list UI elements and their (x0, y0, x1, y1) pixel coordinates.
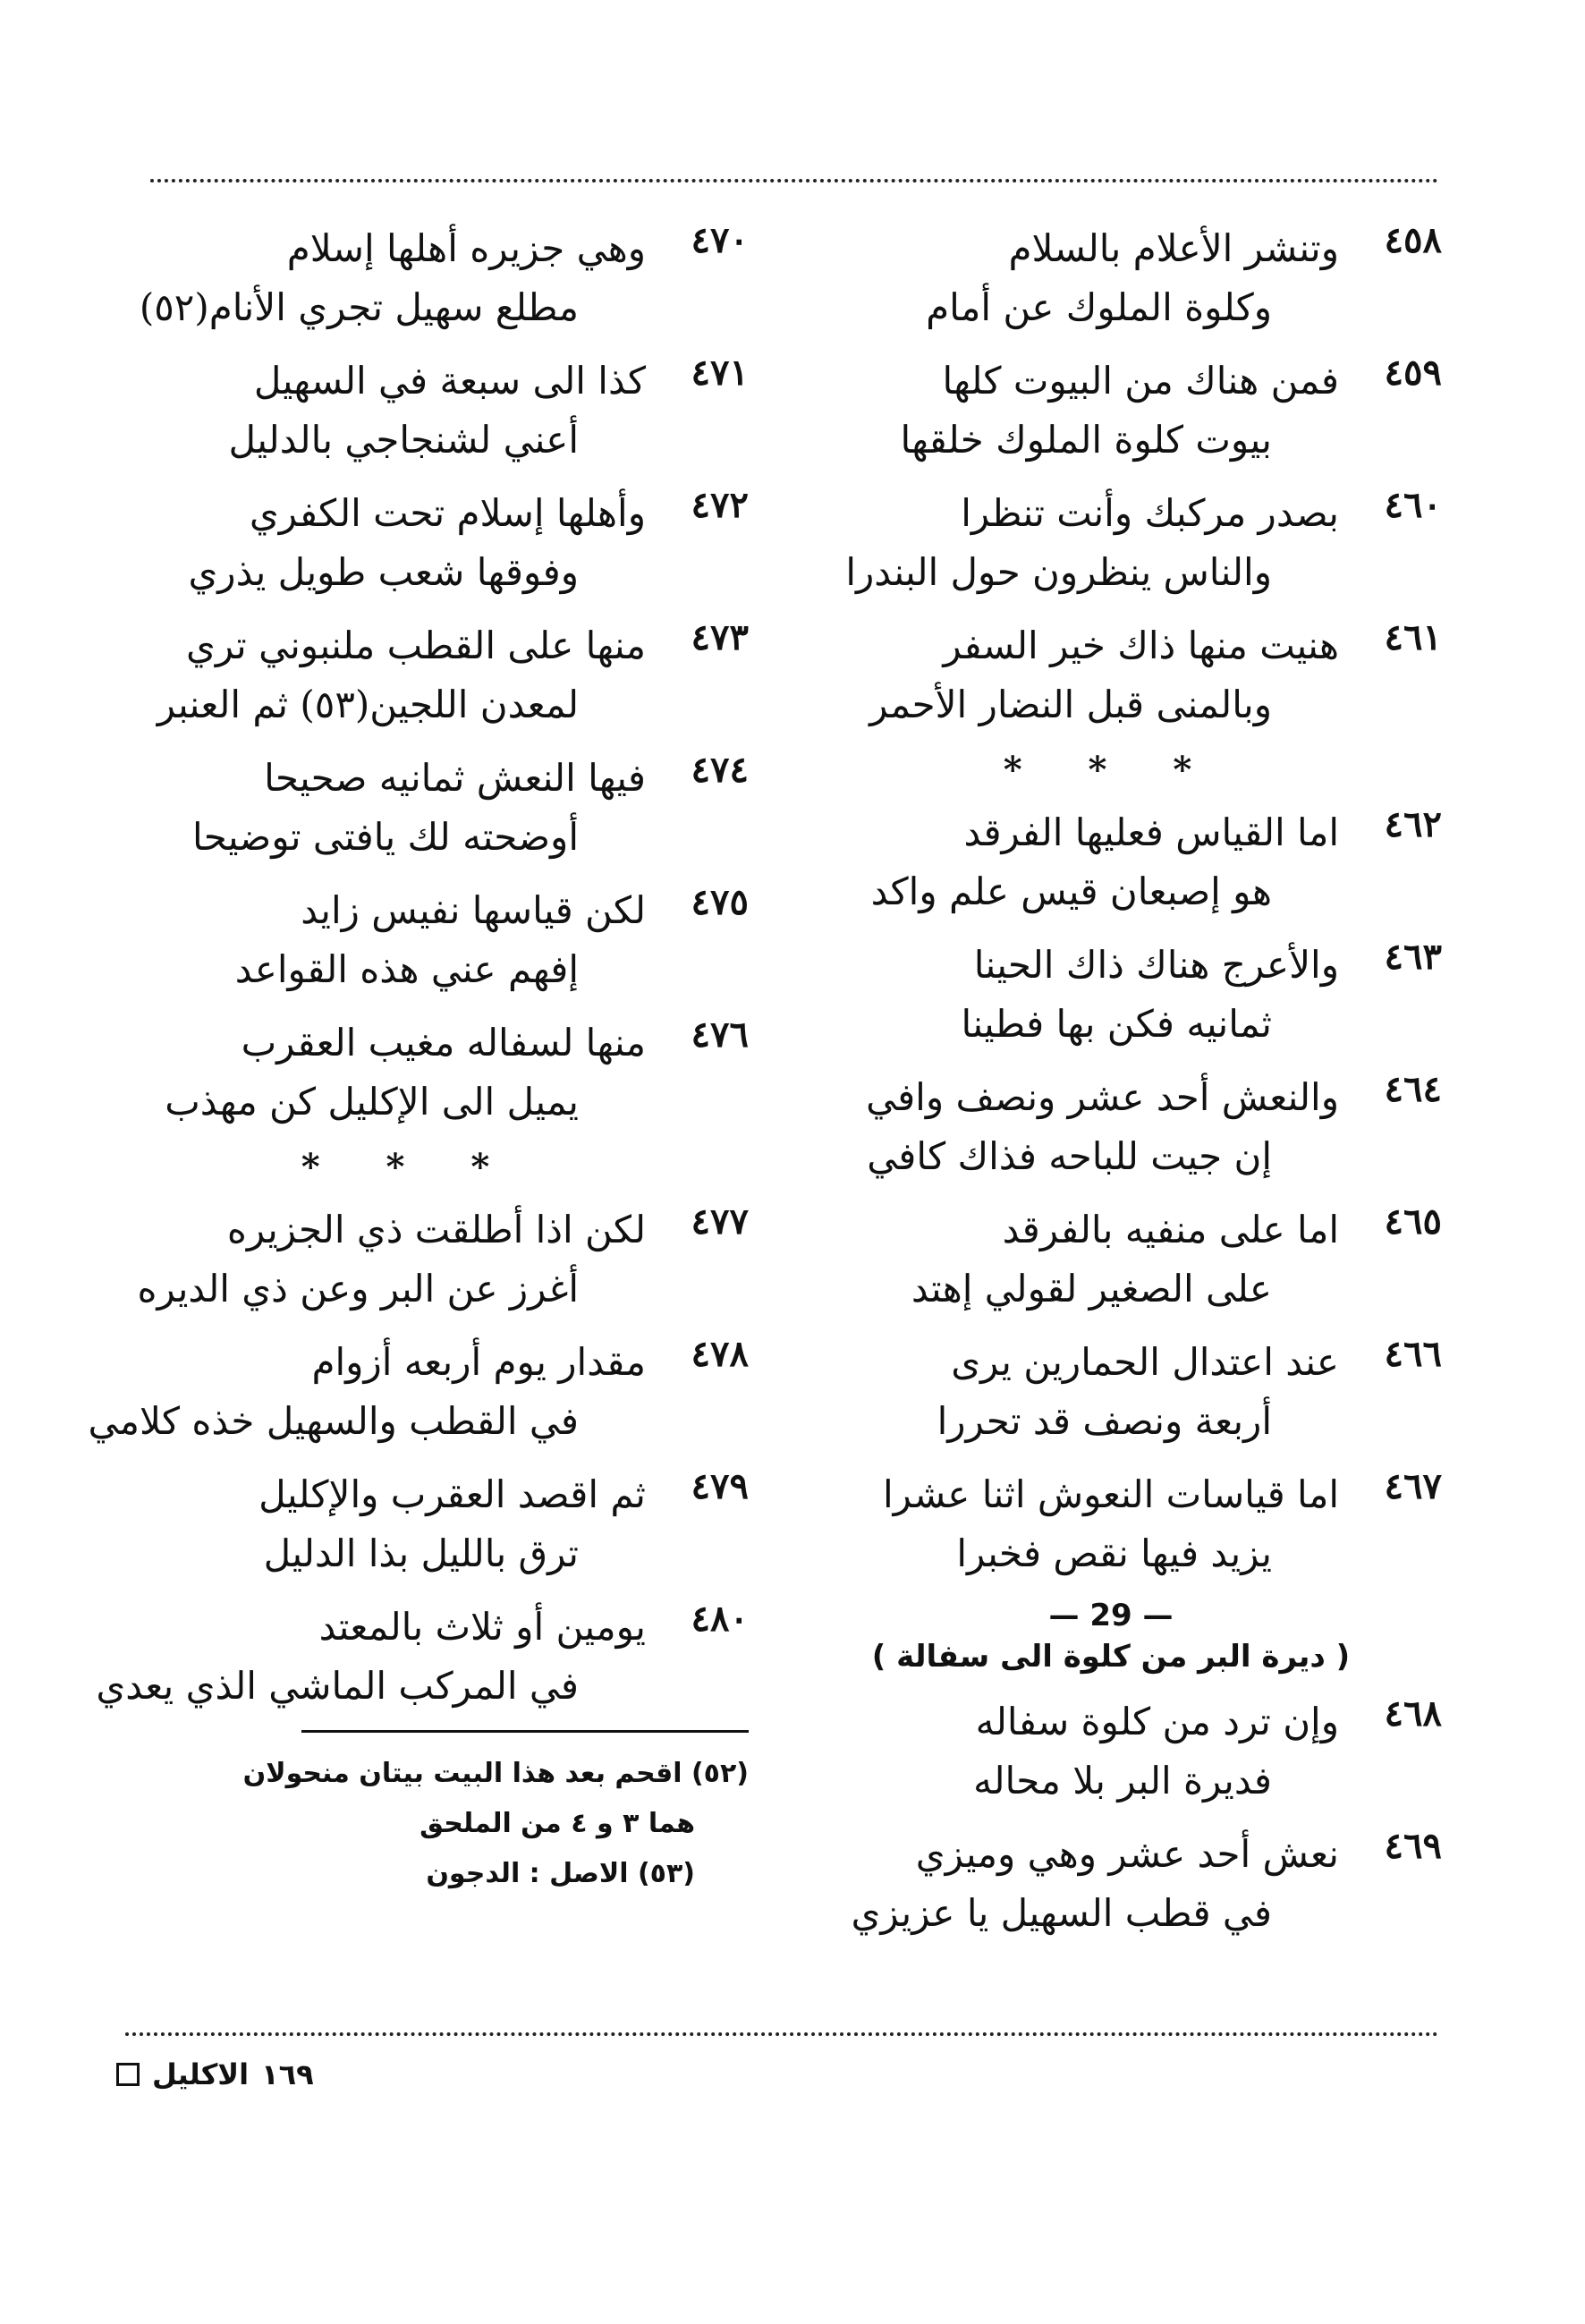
footer-page-number: ١٦٩ (261, 2057, 314, 2091)
verse (69, 352, 749, 470)
verse (69, 1333, 749, 1451)
page-footer (116, 2057, 314, 2091)
verse (780, 219, 1442, 337)
verse-first-hemistich: فيها النعش ثمانيه صحيحا (264, 756, 646, 800)
verse-first-hemistich: بصدر مركبك وأنت تنظرا (961, 491, 1339, 535)
verse (780, 1200, 1442, 1319)
verse-number: ٤٦١ (1384, 616, 1442, 658)
verse-second-hemistich: والناس ينظرون حول البندرا (845, 550, 1272, 594)
verse-number: ٤٧٦ (691, 1014, 749, 1056)
verse-number: ٤٦٧ (1384, 1465, 1442, 1507)
verse-number: ٤٦٥ (1384, 1200, 1442, 1243)
verse-number: ٤٧٥ (691, 881, 749, 923)
verse-number: ٤٥٨ (1384, 219, 1442, 261)
verse-number: ٤٧٤ (691, 749, 749, 791)
verse-first-hemistich: منها على القطب ملنبوني تري (186, 623, 646, 667)
verse-number: ٤٦٩ (1384, 1825, 1442, 1867)
verse (780, 936, 1442, 1054)
verse-second-hemistich: يميل الى الإكليل كن مهذب (165, 1080, 579, 1124)
verse-first-hemistich: منها لسفاله مغيب العقرب (241, 1021, 646, 1064)
verse-number: ٤٦٠ (1384, 484, 1442, 526)
verse (69, 1598, 749, 1716)
verse-first-hemistich: لكن اذا أطلقت ذي الجزيره (226, 1208, 646, 1251)
right-column (780, 219, 1442, 1957)
section-stars: * * * (1003, 749, 1219, 791)
verse-first-hemistich: فمن هناك من البيوت كلها (942, 359, 1339, 403)
verse-number: ٤٧٠ (691, 219, 749, 261)
verse-second-hemistich: في القطب والسهيل خذه كلامي (88, 1399, 579, 1443)
verse-first-hemistich: والأعرج هناك ذاك الحينا (973, 943, 1339, 987)
verse-second-hemistich: وفوقها شعب طويل يذري (188, 550, 579, 594)
verse-number: ٤٥٩ (1384, 352, 1442, 394)
verse-second-hemistich: على الصغير لقولي إهتد (911, 1267, 1272, 1310)
footer-title: الاكليل (152, 2057, 250, 2091)
verse-second-hemistich: إن جيت للباحه فذاك كافي (867, 1134, 1272, 1178)
verse (69, 881, 749, 999)
verse-number: ٤٧٧ (691, 1200, 749, 1243)
verse-first-hemistich: وإن ترد من كلوة سفاله (975, 1700, 1339, 1743)
verse-first-hemistich: نعش أحد عشر وهي وميزي (915, 1832, 1339, 1876)
verse-second-hemistich: أغرز عن البر وعن ذي الديره (137, 1267, 579, 1310)
verse-first-hemistich: وأهلها إسلام تحت الكفري (249, 491, 646, 535)
verse-first-hemistich: مقدار يوم أربعه أزوام (311, 1340, 646, 1384)
verse-first-hemistich: يومين أو ثلاث بالمعتد (318, 1605, 646, 1649)
verse-second-hemistich: أربعة ونصف قد تحررا (937, 1399, 1272, 1443)
verse (780, 803, 1442, 921)
verse-number: ٤٦٤ (1384, 1068, 1442, 1110)
verse-second-hemistich: بيوت كلوة الملوك خلقها (900, 418, 1272, 462)
verse (69, 749, 749, 867)
verse-first-hemistich: وتنشر الأعلام بالسلام (1008, 226, 1339, 270)
verse-number: ٤٦٢ (1384, 803, 1442, 845)
verse (780, 1692, 1442, 1811)
verse-second-hemistich: أعني لشنجاجي بالدليل (228, 418, 579, 462)
verse-first-hemistich: اما على منفيه بالفرقد (1002, 1208, 1339, 1251)
verse-second-hemistich: إفهم عني هذه القواعد (234, 947, 579, 991)
verse (69, 616, 749, 734)
verse-second-hemistich: مطلع سهيل تجري الأنام(٥٢) (139, 285, 579, 329)
verse-second-hemistich: في المركب الماشي الذي يعدي (96, 1664, 579, 1708)
verse (780, 616, 1442, 734)
bottom-dotted-rule (125, 2032, 1438, 2036)
verse-second-hemistich: يزيد فيها نقص فخبرا (956, 1531, 1272, 1575)
verse-first-hemistich: لكن قياسها نفيس زايد (301, 888, 646, 932)
verse-number: ٤٧١ (691, 352, 749, 394)
verse-second-hemistich: وبالمنى قبل النضار الأحمر (869, 683, 1272, 726)
verse-number: ٤٧٢ (691, 484, 749, 526)
verse (69, 219, 749, 337)
verse (780, 484, 1442, 602)
footnote-line: هما ٣ و ٤ من الملحق (420, 1808, 695, 1839)
verse-first-hemistich: عند اعتدال الحمارين يرى (951, 1340, 1339, 1384)
section-title: ( ديرة البر من كلوة الى سفالة ) (871, 1639, 1351, 1675)
verse-first-hemistich: هنيت منها ذاك خير السفر (943, 623, 1339, 667)
verse (780, 1825, 1442, 1943)
verse-number: ٤٧٩ (691, 1465, 749, 1507)
footnote-line: (٥٢) اقحم بعد هذا البيت بيتان منحولان (242, 1758, 749, 1789)
verse-second-hemistich: وكلوة الملوك عن أمام (926, 285, 1272, 329)
verse-second-hemistich: في قطب السهيل يا عزيزي (851, 1891, 1272, 1935)
verse-number: ٤٧٨ (691, 1333, 749, 1375)
verse-second-hemistich: فديرة البر بلا محاله (973, 1759, 1272, 1802)
verse-first-hemistich: وهي جزيره أهلها إسلام (286, 226, 646, 270)
verse-second-hemistich: ترق بالليل بذا الدليل (263, 1531, 579, 1575)
top-dotted-rule (150, 179, 1438, 182)
verse-second-hemistich: هو إصبعان قيس علم واكد (870, 869, 1272, 913)
verse (69, 484, 749, 602)
verse (780, 1333, 1442, 1451)
footnote-rule (301, 1730, 749, 1733)
verse-number: ٤٦٨ (1384, 1692, 1442, 1735)
verse-first-hemistich: اما قياسات النعوش اثنا عشرا (882, 1472, 1339, 1516)
verse-first-hemistich: ثم اقصد العقرب والإكليل (259, 1472, 646, 1516)
verse-second-hemistich: لمعدن اللجين(٥٣) ثم العنبر (157, 683, 579, 726)
verse (69, 1465, 749, 1583)
verse-number: ٤٦٦ (1384, 1333, 1442, 1375)
verse (780, 1068, 1442, 1186)
verse (69, 1200, 749, 1319)
page-number: — 29 — (1048, 1598, 1174, 1633)
verse-second-hemistich: أوضحته لك يافتى توضيحا (191, 815, 579, 859)
verse-number: ٤٨٠ (691, 1598, 749, 1640)
verse-number: ٤٦٣ (1384, 936, 1442, 978)
verse (69, 1014, 749, 1132)
left-column (69, 219, 749, 1899)
verse-number: ٤٧٣ (691, 616, 749, 658)
footnote-line: (٥٣) الاصل : الدجون (426, 1858, 695, 1889)
verse-first-hemistich: كذا الى سبعة في السهيل (253, 359, 646, 403)
section-stars: * * * (301, 1146, 517, 1188)
verse-second-hemistich: ثمانيه فكن بها فطينا (961, 1002, 1272, 1046)
square-icon (116, 2063, 140, 2086)
verse-first-hemistich: والنعش أحد عشر ونصف وافي (866, 1075, 1339, 1119)
verse-first-hemistich: اما القياس فعليها الفرقد (963, 810, 1339, 854)
verse (780, 1465, 1442, 1583)
verse (780, 352, 1442, 470)
